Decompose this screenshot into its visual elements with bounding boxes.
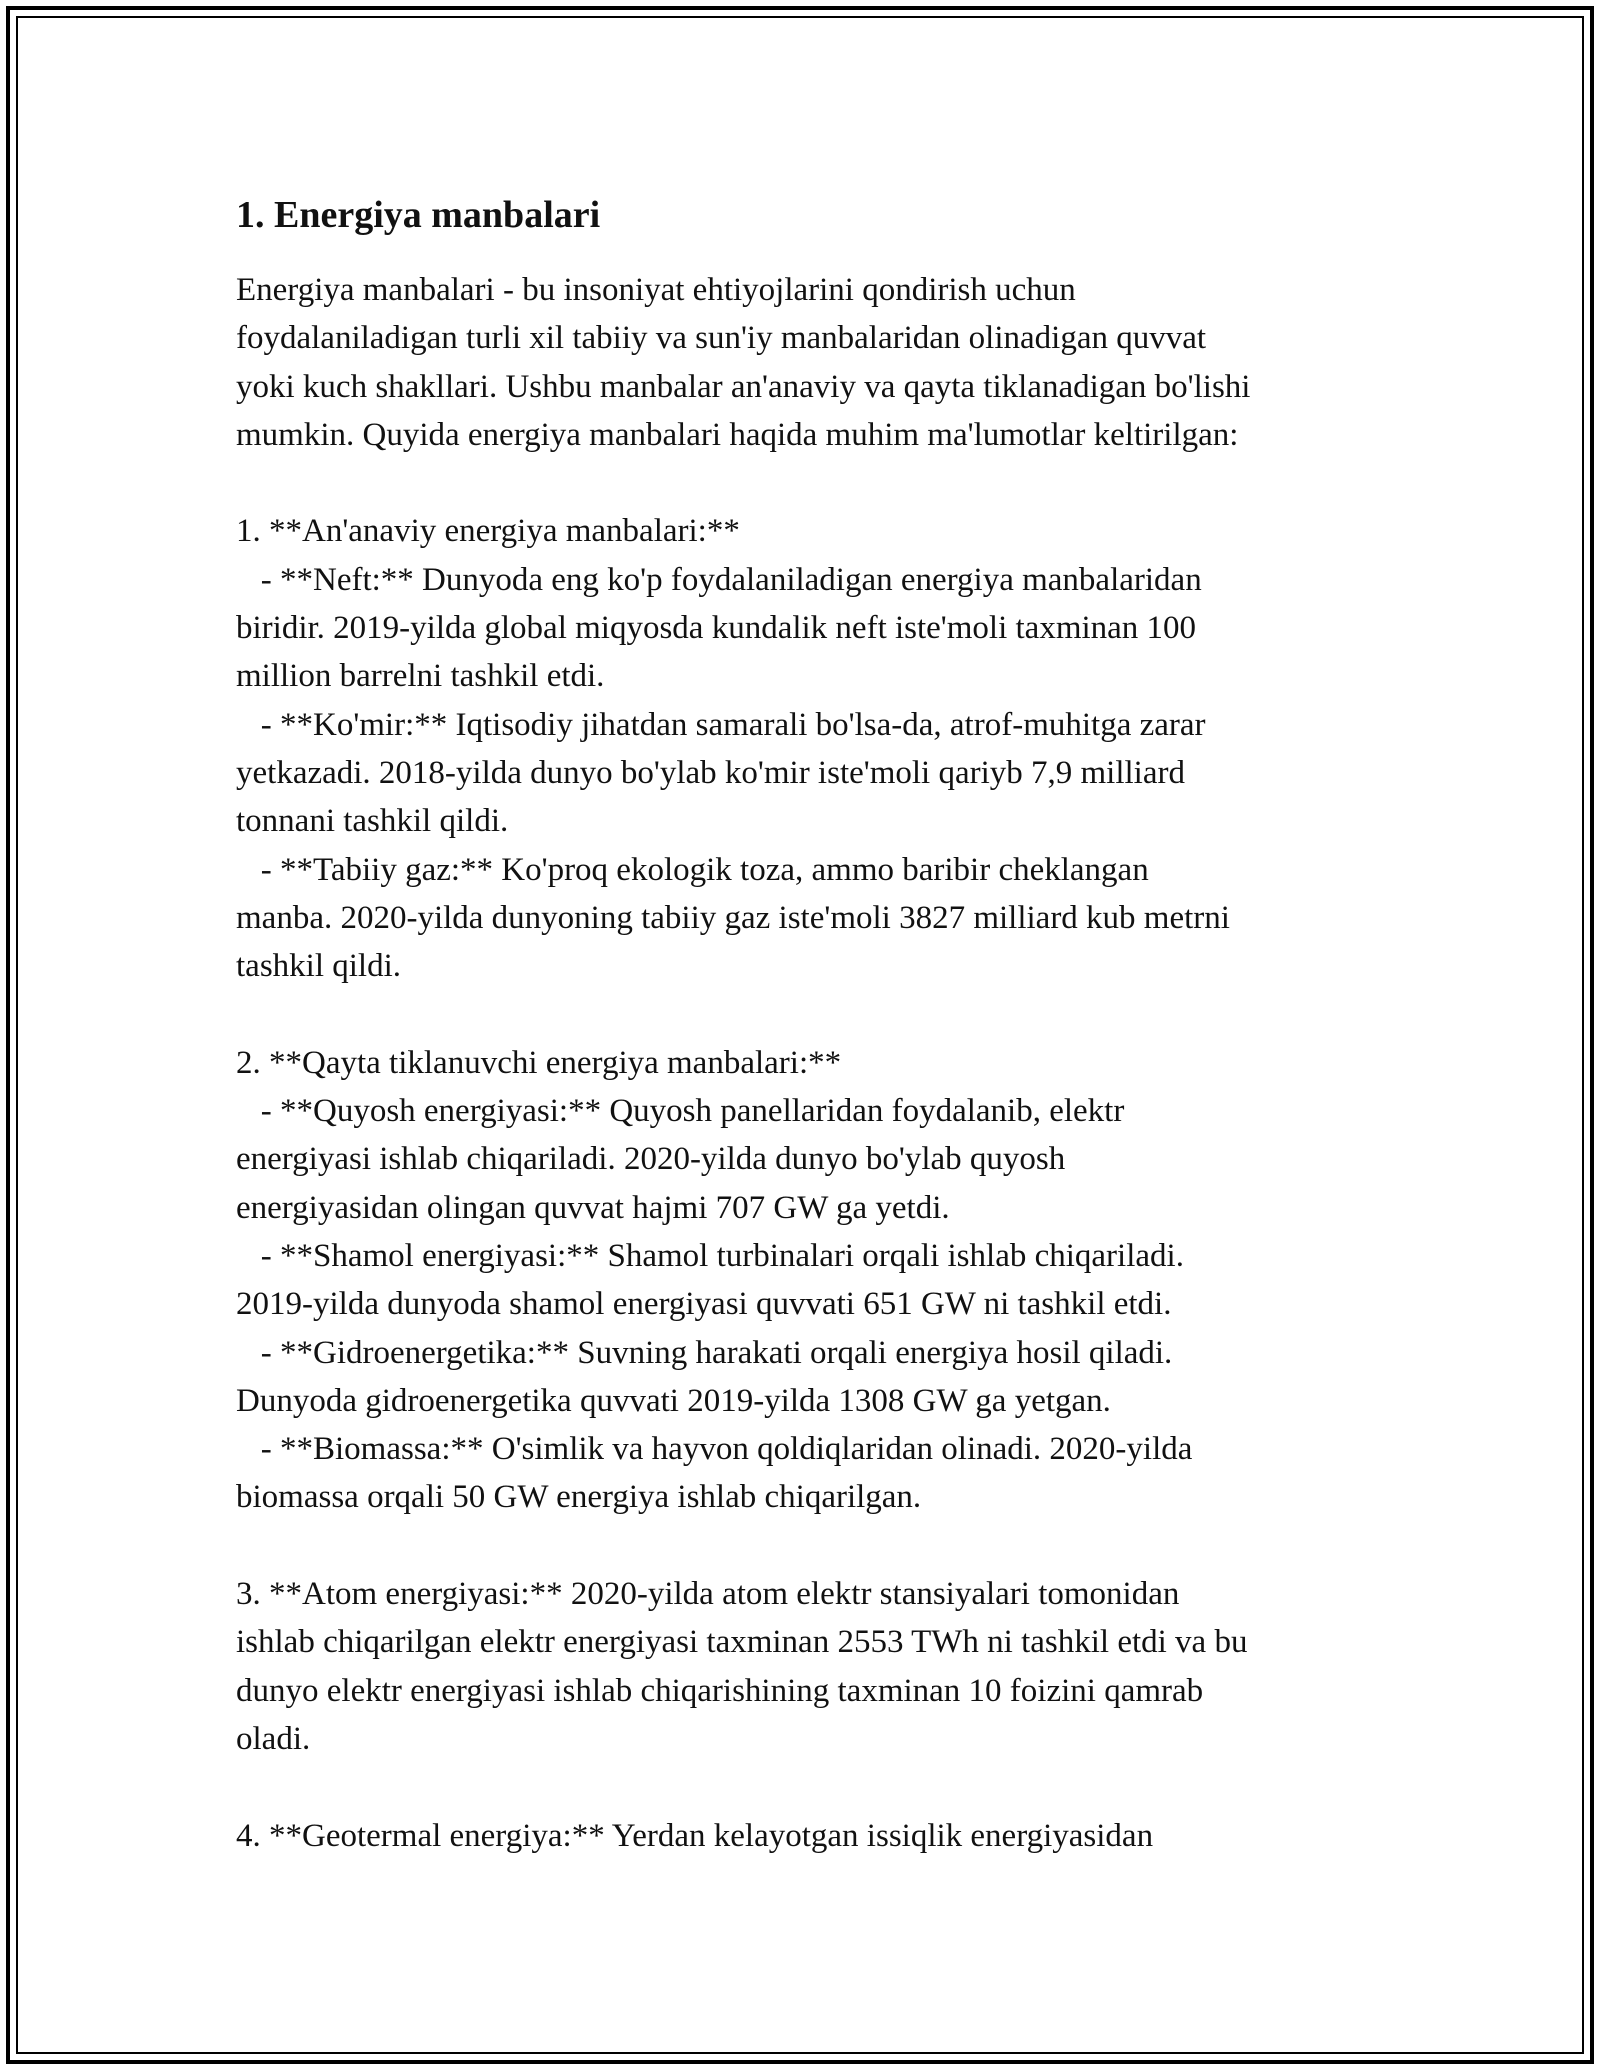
document-body-text: Energiya manbalari - bu insoniyat ehtiyojlarini qondirish uchun foydalaniladigan turli xil tabiiy va sun'iy manbalaridan olinadigan quvvat yoki kuch shakllari. Ushbu manbalar an'anaviy va qayta tiklanadigan bo'lishi mumkin. Quyida energiya manbalari haqida muhim ma'lumotlar keltirilgan: 1. **An'anaviy energiya manbalari:** - **Neft:** Dunyoda eng ko'p foydalaniladigan energiya manbalaridan biridir. 2019-yilda global miqyosda kundalik neft iste'moli taxminan 100 million barrelni tashkil etdi. - **Ko'mir:** Iqtisodiy jihatdan samarali bo'lsa-da, atrof-muhitga zarar yetkazadi. 2018-yilda dunyo bo'ylab ko'mir iste'moli qariyb 7,9 milliard tonnani tashkil qildi. - **Tabiiy gaz:** Ko'proq ekologik toza, ammo baribir cheklangan manba. 2020-yilda dunyoning tabiiy gaz iste'moli 3827 milliard kub metrni tashkil qildi. 2. **Qayta tiklanuvchi energiya manbalari:** - **Quyosh energiyasi:** Quyosh panellaridan foydalanib, elektr energiyasi ishlab chiqariladi. 2020-yilda dunyo bo'ylab quyosh energiyasidan olingan quvvat hajmi 707 GW ga yetdi. - **Shamol energiyasi:** Shamol turbinalari orqali ishlab chiqariladi. 2019-yilda dunyoda shamol energiyasi quvvati 651 GW ni tashkil etdi. - **Gidroenergetika:** Suvning harakati orqali energiya hosil qiladi. Dunyoda gidroenergetika quvvati 2019-yilda 1308 GW ga yetgan. - **Biomassa:** O'simlik va hayvon qoldiqlaridan olinadi. 2020-yilda biomassa orqali 50 GW energiya ishlab chiqarilgan. 3. **Atom energiyasi:** 2020-yilda atom elektr stansiyalari tomonidan ishlab chiqarilgan elektr energiyasi taxminan 2553 TWh ni tashkil etdi va bu dunyo elektr energiyasi ishlab chiqarishining taxminan 10 foizini qamrab oladi. 4. **Geotermal energiya:** Yerdan kelayotgan issiqlik energiyasidan (236, 272, 1251, 1854)
document-content (236, 190, 1386, 1860)
document-heading: 1. Energiya manbalari (236, 194, 601, 236)
